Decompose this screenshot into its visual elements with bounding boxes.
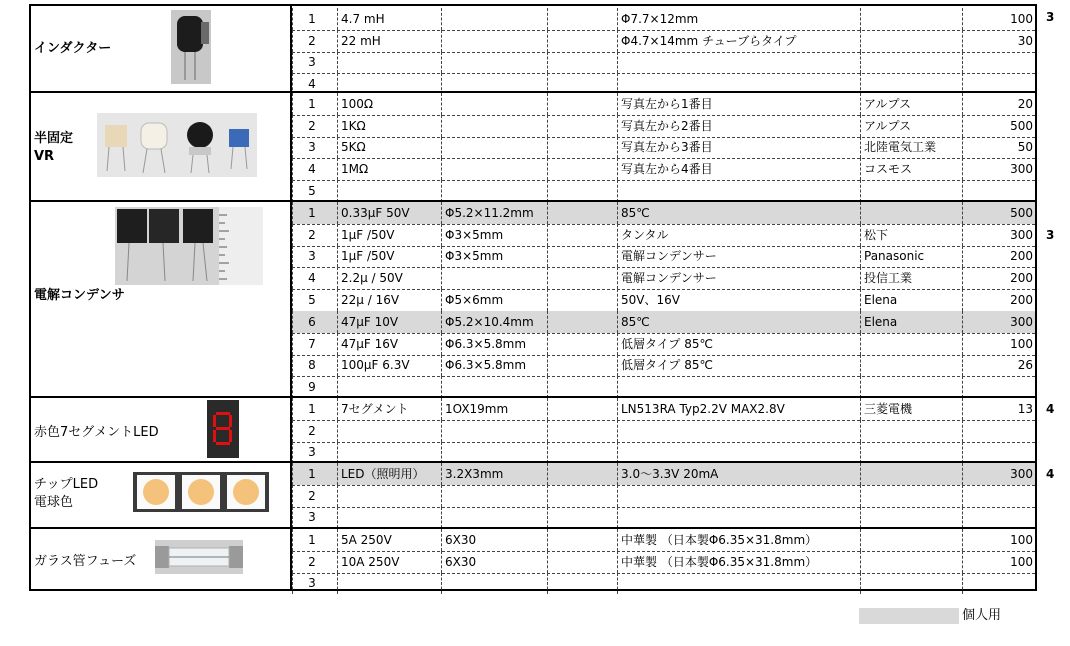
description-cell: [617, 376, 860, 398]
quantity-cell: [962, 573, 1035, 595]
table-row: [31, 289, 1035, 311]
dimension-cell: [441, 420, 547, 442]
table-row: [31, 573, 1035, 595]
rating-cell: 1μF /50V: [337, 224, 441, 246]
rating-cell: 4.7 mH: [337, 8, 441, 30]
rating-cell: 1KΩ: [337, 115, 441, 137]
quantity-cell: 200: [962, 289, 1035, 311]
quantity-cell: [962, 420, 1035, 442]
rating-cell: [337, 180, 441, 202]
table-row: [31, 180, 1035, 202]
blank-cell: [547, 93, 617, 115]
dimension-cell: 6X30: [441, 529, 547, 551]
item-number: 3: [292, 137, 337, 159]
dimension-cell: [441, 115, 547, 137]
item-number: 2: [292, 224, 337, 246]
maker-cell: [860, 507, 962, 529]
quantity-cell: [962, 180, 1035, 202]
description-cell: Φ7.7×12mm: [617, 8, 860, 30]
item-number: 5: [292, 180, 337, 202]
item-number: 1: [292, 529, 337, 551]
item-number: 6: [292, 311, 337, 333]
blank-cell: [547, 420, 617, 442]
table-row: [31, 52, 1035, 74]
dimension-cell: [441, 52, 547, 74]
dimension-cell: [441, 376, 547, 398]
chip-led-side-mark: 4: [1046, 467, 1055, 481]
maker-cell: 松下: [860, 224, 962, 246]
group-name: ガラス管フューズ: [34, 554, 137, 569]
blank-cell: [547, 52, 617, 74]
dimension-cell: [441, 573, 547, 595]
rating-cell: [337, 420, 441, 442]
group-name: 電解コンデンサ: [34, 288, 125, 303]
description-cell: [617, 485, 860, 507]
description-cell: [617, 180, 860, 202]
dimension-cell: Φ3×5mm: [441, 224, 547, 246]
dimension-cell: [441, 158, 547, 180]
quantity-cell: 26: [962, 355, 1035, 377]
footer-label: 個人用: [962, 608, 1002, 623]
table-row: [31, 93, 1035, 115]
item-number: 9: [292, 376, 337, 398]
description-cell: 3.0～3.3V 20mA: [617, 463, 860, 485]
rating-cell: 1MΩ: [337, 158, 441, 180]
table-row: [31, 398, 1035, 420]
maker-cell: [860, 30, 962, 52]
maker-cell: コスモス: [860, 158, 962, 180]
table-row: [31, 8, 1035, 30]
blank-cell: [547, 246, 617, 268]
quantity-cell: 20: [962, 93, 1035, 115]
dimension-cell: [441, 485, 547, 507]
maker-cell: Elena: [860, 289, 962, 311]
maker-cell: [860, 180, 962, 202]
maker-cell: [860, 52, 962, 74]
dimension-cell: Φ5.2×10.4mm: [441, 311, 547, 333]
rating-cell: 1μF /50V: [337, 246, 441, 268]
rating-cell: [337, 52, 441, 74]
item-number: 3: [292, 507, 337, 529]
description-cell: LN513RA Typ2.2V MAX2.8V: [617, 398, 860, 420]
rating-cell: 100μF 6.3V: [337, 355, 441, 377]
rating-cell: 5KΩ: [337, 137, 441, 159]
quantity-cell: 100: [962, 551, 1035, 573]
dimension-cell: Φ5.2×11.2mm: [441, 202, 547, 224]
maker-cell: [860, 485, 962, 507]
rating-cell: 5A 250V: [337, 529, 441, 551]
rating-cell: 47μF 16V: [337, 333, 441, 355]
blank-cell: [547, 267, 617, 289]
table-row: [292, 463, 1035, 485]
quantity-cell: 50: [962, 137, 1035, 159]
description-cell: [617, 420, 860, 442]
item-number: 3: [292, 52, 337, 74]
seven-seg-side-mark: 4: [1046, 402, 1055, 416]
maker-cell: [860, 333, 962, 355]
item-number: 1: [292, 8, 337, 30]
item-number: 1: [292, 398, 337, 420]
rating-cell: 2.2μ / 50V: [337, 267, 441, 289]
capacitor-side-mark: 3: [1046, 228, 1055, 242]
dimension-cell: [441, 267, 547, 289]
item-number: 1: [292, 93, 337, 115]
rating-cell: 0.33μF 50V: [337, 202, 441, 224]
blank-cell: [547, 463, 617, 485]
maker-cell: [860, 573, 962, 595]
item-number: 5: [292, 289, 337, 311]
rating-cell: LED（照明用）: [337, 463, 441, 485]
quantity-cell: 300: [962, 158, 1035, 180]
table-row: [31, 115, 1035, 137]
blank-cell: [547, 529, 617, 551]
description-cell: 写真左から4番目: [617, 158, 860, 180]
table-row: [31, 551, 1035, 573]
dimension-cell: 6X30: [441, 551, 547, 573]
dimension-cell: [441, 507, 547, 529]
description-cell: 50V、16V: [617, 289, 860, 311]
maker-cell: Elena: [860, 311, 962, 333]
table-row: [31, 485, 1035, 507]
blank-cell: [547, 507, 617, 529]
quantity-cell: 200: [962, 246, 1035, 268]
dimension-cell: [441, 137, 547, 159]
maker-cell: アルプス: [860, 115, 962, 137]
description-cell: Φ4.7×14mm チューブらタイプ: [617, 30, 860, 52]
dimension-cell: Φ3×5mm: [441, 246, 547, 268]
table-row: [31, 420, 1035, 442]
quantity-cell: 200: [962, 267, 1035, 289]
quantity-cell: 300: [962, 463, 1035, 485]
description-cell: 85℃: [617, 202, 860, 224]
blank-cell: [547, 158, 617, 180]
item-number: 3: [292, 442, 337, 464]
dimension-cell: Φ6.3×5.8mm: [441, 333, 547, 355]
group-name: チップLED 電球色: [34, 477, 99, 510]
maker-cell: [860, 463, 962, 485]
rating-cell: 10A 250V: [337, 551, 441, 573]
item-number: 3: [292, 246, 337, 268]
inductor-side-mark: 3: [1046, 10, 1055, 24]
blank-cell: [547, 485, 617, 507]
quantity-cell: 500: [962, 115, 1035, 137]
rating-cell: [337, 485, 441, 507]
rating-cell: 7セグメント: [337, 398, 441, 420]
rating-cell: 22μ / 16V: [337, 289, 441, 311]
description-cell: 電解コンデンサー: [617, 246, 860, 268]
maker-cell: [860, 202, 962, 224]
item-number: 3: [292, 573, 337, 595]
item-number: 2: [292, 115, 337, 137]
table-row: [31, 529, 1035, 551]
description-cell: タンタル: [617, 224, 860, 246]
dimension-cell: Φ6.3×5.8mm: [441, 355, 547, 377]
item-number: 2: [292, 551, 337, 573]
rating-cell: 47μF 10V: [337, 311, 441, 333]
blank-cell: [547, 115, 617, 137]
description-cell: 低層タイプ 85℃: [617, 355, 860, 377]
quantity-cell: [962, 52, 1035, 74]
maker-cell: [860, 420, 962, 442]
dimension-cell: Φ5×6mm: [441, 289, 547, 311]
maker-cell: アルプス: [860, 93, 962, 115]
group-name: インダクター: [34, 41, 112, 56]
blank-cell: [547, 376, 617, 398]
maker-cell: [860, 376, 962, 398]
table-row: [31, 376, 1035, 398]
description-cell: 写真左から1番目: [617, 93, 860, 115]
table-row: [31, 137, 1035, 159]
maker-cell: [860, 551, 962, 573]
maker-cell: [860, 529, 962, 551]
quantity-cell: [962, 507, 1035, 529]
item-number: 1: [292, 463, 337, 485]
table-row: [31, 158, 1035, 180]
table-row: [31, 507, 1035, 529]
blank-cell: [547, 573, 617, 595]
footer-shaded-box: [859, 608, 959, 624]
item-number: 8: [292, 355, 337, 377]
blank-cell: [547, 202, 617, 224]
description-cell: [617, 573, 860, 595]
maker-cell: [860, 8, 962, 30]
description-cell: 85℃: [617, 311, 860, 333]
description-cell: 低層タイプ 85℃: [617, 333, 860, 355]
maker-cell: 投信工業: [860, 267, 962, 289]
group-name: 赤色7セグメントLED: [34, 425, 159, 440]
dimension-cell: [441, 30, 547, 52]
blank-cell: [547, 311, 617, 333]
quantity-cell: [962, 485, 1035, 507]
blank-cell: [547, 180, 617, 202]
quantity-cell: 30: [962, 30, 1035, 52]
quantity-cell: 300: [962, 311, 1035, 333]
item-number: 2: [292, 420, 337, 442]
table-row: [31, 333, 1035, 355]
blank-cell: [547, 398, 617, 420]
dimension-cell: [441, 180, 547, 202]
maker-cell: 北陸電気工業: [860, 137, 962, 159]
quantity-cell: 100: [962, 8, 1035, 30]
item-number: 2: [292, 30, 337, 52]
blank-cell: [547, 224, 617, 246]
description-cell: 写真左から3番目: [617, 137, 860, 159]
dimension-cell: [441, 93, 547, 115]
item-number: 4: [292, 73, 337, 95]
rating-cell: 22 mH: [337, 30, 441, 52]
maker-cell: Panasonic: [860, 246, 962, 268]
blank-cell: [547, 289, 617, 311]
quantity-cell: [962, 376, 1035, 398]
table-row: [31, 224, 1035, 246]
quantity-cell: 500: [962, 202, 1035, 224]
table-row: [292, 311, 1035, 333]
quantity-cell: 300: [962, 224, 1035, 246]
description-cell: [617, 52, 860, 74]
blank-cell: [547, 355, 617, 377]
group-name: 半固定 VR: [34, 131, 74, 164]
blank-cell: [547, 30, 617, 52]
description-cell: 写真左から2番目: [617, 115, 860, 137]
dimension-cell: [441, 8, 547, 30]
dimension-cell: 3.2X3mm: [441, 463, 547, 485]
description-cell: 中華製 （日本製Φ6.35×31.8mm）: [617, 529, 860, 551]
item-number: 1: [292, 202, 337, 224]
blank-cell: [547, 551, 617, 573]
rating-cell: [337, 376, 441, 398]
quantity-cell: 100: [962, 333, 1035, 355]
rating-cell: 100Ω: [337, 93, 441, 115]
parts-inventory-sheet: [29, 4, 1037, 591]
table-row: [31, 267, 1035, 289]
description-cell: 中華製 （日本製Φ6.35×31.8mm）: [617, 551, 860, 573]
item-number: 2: [292, 485, 337, 507]
description-cell: [617, 507, 860, 529]
quantity-cell: 13: [962, 398, 1035, 420]
dimension-cell: 1OX19mm: [441, 398, 547, 420]
item-number: 7: [292, 333, 337, 355]
rating-cell: [337, 573, 441, 595]
maker-cell: 三菱電機: [860, 398, 962, 420]
maker-cell: [860, 355, 962, 377]
blank-cell: [547, 333, 617, 355]
table-row: [31, 30, 1035, 52]
table-row: [292, 202, 1035, 224]
rating-cell: [337, 507, 441, 529]
item-number: 4: [292, 158, 337, 180]
item-number: 4: [292, 267, 337, 289]
table-row: [31, 246, 1035, 268]
description-cell: 電解コンデンサー: [617, 267, 860, 289]
blank-cell: [547, 8, 617, 30]
quantity-cell: 100: [962, 529, 1035, 551]
blank-cell: [547, 137, 617, 159]
table-row: [31, 355, 1035, 377]
